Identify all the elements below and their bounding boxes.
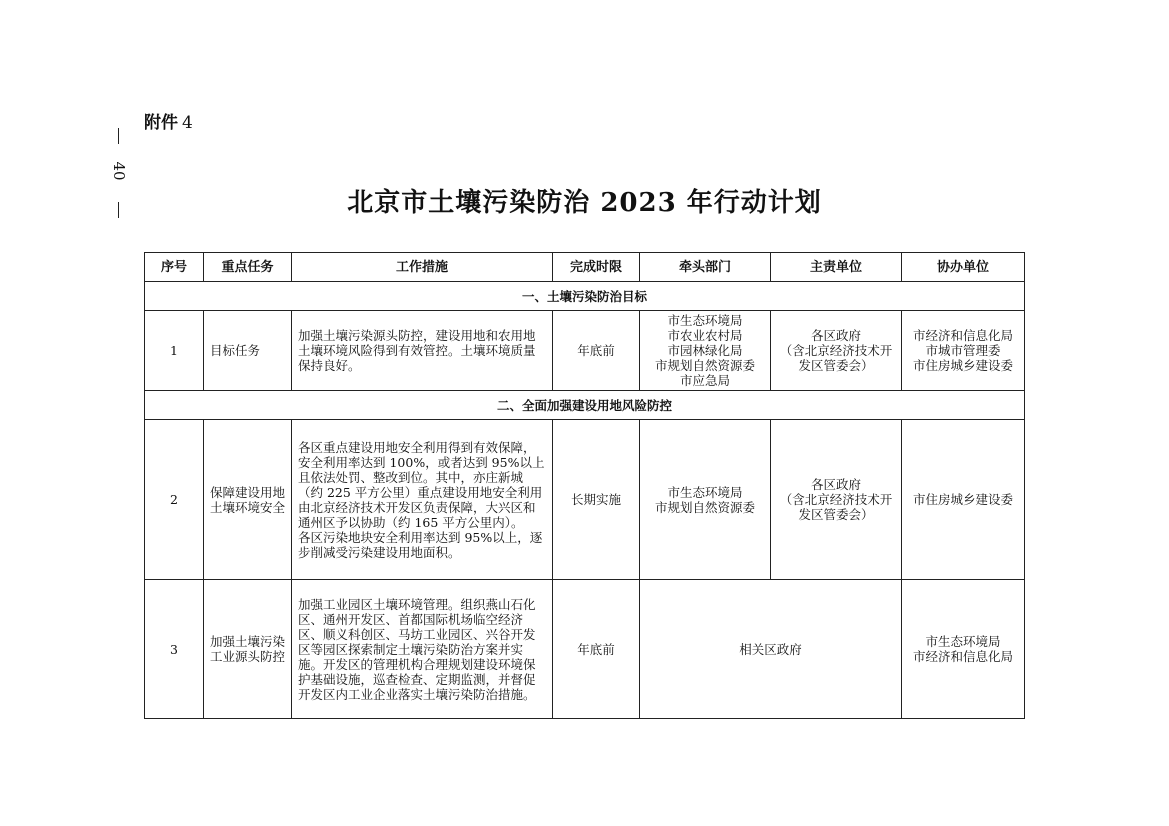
- cell-lead: [640, 311, 771, 391]
- responsible-unit: 各区政府: [810, 477, 861, 492]
- section-row: [145, 391, 1025, 420]
- cell-lead-merged: 相关区政府: [640, 580, 902, 719]
- cell-assist: [902, 311, 1025, 391]
- cell-measures: [292, 420, 553, 580]
- header-no: 序号: [145, 253, 204, 282]
- measure-text: 各区重点建设用地安全利用得到有效保障，安全利用率达到 100%，或者达到 95%以上且依法处罚、整改到位。其中，亦庄新城（约 225 平方公里）重点建设用地安全利用由北京经济技术开发区负责保障，大兴区和通州区予以协助（约 165 平方公里内）。: [298, 439, 545, 530]
- measure-text: 各区污染地块安全利用率达到 95%以上，逐步削减受污染建设用地面积。: [298, 529, 543, 560]
- header-lead: 牵头部门: [640, 253, 771, 282]
- section-row: [145, 282, 1025, 311]
- cell-no: 2: [145, 420, 204, 580]
- table-row: [145, 580, 1025, 719]
- attachment-label: [144, 108, 193, 133]
- cell-no: 3: [145, 580, 204, 719]
- lead-dept: 市园林绿化局: [667, 343, 743, 358]
- cell-responsible: [771, 420, 902, 580]
- responsible-unit: （含北京经济技术开发区管委会）: [779, 343, 893, 373]
- cell-deadline: 年底前: [553, 311, 640, 391]
- cell-task: 目标任务: [204, 311, 292, 391]
- cell-lead: [640, 420, 771, 580]
- assist-unit: 市城市管理委: [925, 343, 1001, 358]
- cell-measures: [292, 311, 553, 391]
- cell-no: 1: [145, 311, 204, 391]
- header-measures: 工作措施: [292, 253, 553, 282]
- cell-task: 保障建设用地土壤环境安全: [204, 420, 292, 580]
- assist-unit: 市经济和信息化局: [912, 649, 1013, 664]
- lead-dept: 市生态环境局: [667, 484, 743, 500]
- header-responsible: 主责单位: [771, 253, 902, 282]
- cell-assist: [902, 420, 1025, 580]
- assist-unit: 市住房城乡建设委: [912, 358, 1013, 373]
- measure-text: 加强工业园区土壤环境管理。组织燕山石化区、通州开发区、首都国际机场临空经济区、顺义科创区、马坊工业园区、兴谷开发区等园区探索制定土壤污染防治方案并实施。开发区的管理机构合理规划建设环境保护基础设施，巡查检查、定期监测，并督促开发区内工业企业落实土壤污染防治措施。: [298, 596, 536, 702]
- header-assist: 协办单位: [902, 253, 1025, 282]
- assist-unit: 市住房城乡建设委: [912, 492, 1013, 507]
- cell-deadline: 年底前: [553, 580, 640, 719]
- lead-dept: 市规划自然资源委: [654, 358, 755, 373]
- assist-unit: 市经济和信息化局: [912, 328, 1013, 343]
- section-heading: 二、全面加强建设用地风险防控: [145, 391, 1025, 420]
- section-heading: 一、土壤污染防治目标: [145, 282, 1025, 311]
- cell-task: 加强土壤污染工业源头防控: [204, 580, 292, 719]
- cell-responsible: [771, 311, 902, 391]
- table-row: [145, 420, 1025, 580]
- responsible-unit: 各区政府: [810, 328, 861, 343]
- header-task: 重点任务: [204, 253, 292, 282]
- page-number: 40: [110, 161, 128, 181]
- document-title: 北京市土壤污染防治 2023 年行动计划: [347, 188, 822, 218]
- lead-dept: 市规划自然资源委: [654, 499, 755, 515]
- assist-unit: 市生态环境局: [925, 634, 1001, 649]
- lead-dept: 市生态环境局: [667, 313, 743, 328]
- lead-dept: 市农业农村局: [667, 328, 743, 343]
- cell-assist: [902, 580, 1025, 719]
- lead-dept: 市应急局: [679, 373, 730, 388]
- cell-deadline: 长期实施: [553, 420, 640, 580]
- page-number-dash-top: [118, 128, 119, 144]
- attachment-text: 附件: [144, 113, 178, 133]
- responsible-unit: （含北京经济技术开发区管委会）: [779, 492, 893, 522]
- measure-text: 加强土壤污染源头防控，建设用地和农用地土壤环境风险得到有效管控。土壤环境质量保持良好。: [298, 328, 536, 373]
- table-header-row: [145, 253, 1025, 282]
- header-deadline: 完成时限: [553, 253, 640, 282]
- attachment-number: 4: [182, 113, 193, 133]
- table-row: [145, 311, 1025, 391]
- cell-measures: [292, 580, 553, 719]
- action-plan-table: [144, 252, 1025, 719]
